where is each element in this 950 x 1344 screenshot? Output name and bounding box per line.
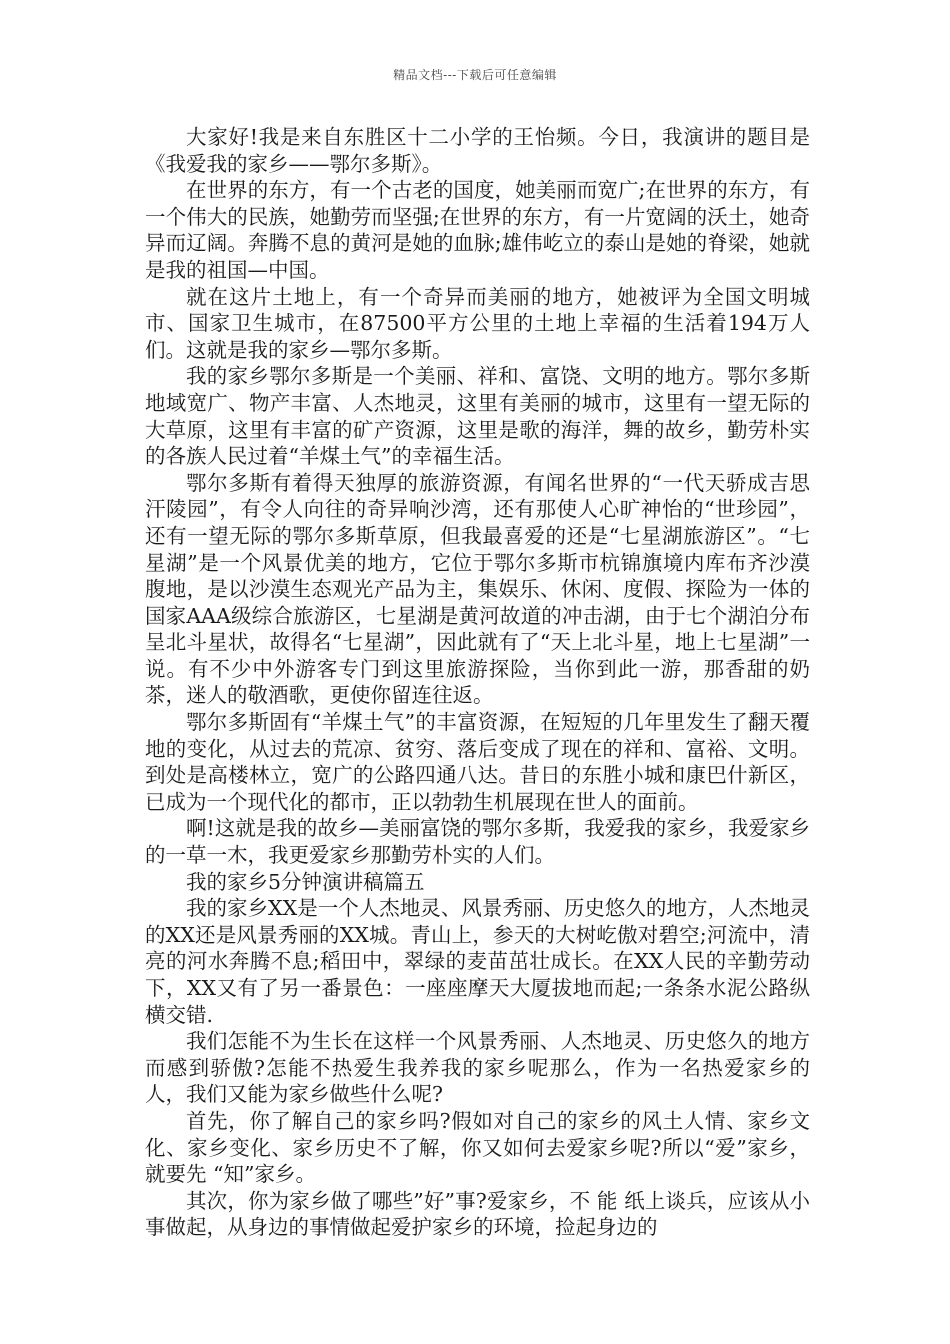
paragraph: 我的家乡鄂尔多斯是一个美丽、祥和、富饶、文明的地方。鄂尔多斯地域宽广、物产丰富、人杰地灵，这里有美丽的城市，这里有一望无际的大草原，这里有丰富的矿产资源，这里是歌的海洋，舞的故乡，勤劳朴实的各族人民过着“羊煤土气”的幸福生活。 — [145, 364, 810, 469]
paragraph: 鄂尔多斯固有“羊煤土气”的丰富资源，在短短的几年里发生了翻天覆地的变化，从过去的荒凉、贫穷、落后变成了现在的祥和、富裕、文明。到处是高楼林立，宽广的公路四通八达。昔日的东胜小城和康巴什新区，已成为一个现代化的都市，正以勃勃生机展现在世人的面前。 — [145, 710, 810, 814]
paragraph: 我的家乡XX是一个人杰地灵、风景秀丽、历史悠久的地方，人杰地灵的XX还是风景秀丽的XX城。青山上，参天的大树屹傲对碧空;河流中，清亮的河水奔腾不息;稻田中，翠绿的麦苗茁壮成长。在XX人民的辛勤劳动下，XX又有了另一番景色：一座座摩天大厦拔地而起;一条条水泥公路纵横交错. — [145, 896, 810, 1027]
paragraph: 我们怎能不为生长在这样一个风景秀丽、人杰地灵、历史悠久的地方而感到骄傲?怎能不热爱生我养我的家乡呢那么，作为一名热爱家乡的人，我们又能为家乡做些什么呢? — [145, 1029, 810, 1107]
paragraph: 首先，你了解自己的家乡吗?假如对自己的家乡的风土人情、家乡文化、家乡变化、家乡历史不了解，你又如何去爱家乡呢?所以“爱”家乡，就要先 “知”家乡。 — [145, 1108, 810, 1187]
paragraph: 大家好!我是来自东胜区十二小学的王怡频。今日，我演讲的题目是《我爱我的家乡——鄂尔多斯》。 — [145, 125, 810, 176]
section-heading: 我的家乡5分钟演讲稿篇五 — [186, 869, 425, 894]
page-header: 精品文档---下载后可任意编辑 — [393, 68, 557, 82]
paragraph: 在世界的东方，有一个古老的国度，她美丽而宽广;在世界的东方，有一个伟大的民族，她勤劳而坚强;在世界的东方，有一片宽阔的沃土，她奇异而辽阔。奔腾不息的黄河是她的血脉;雄伟屹立的泰山是她的脊梁，她就是我的祖国—中国。 — [145, 178, 810, 282]
document-body — [145, 124, 810, 1241]
paragraph: 啊!这就是我的故乡—美丽富饶的鄂尔多斯，我爱我的家乡，我爱家乡的一草一木，我更爱家乡那勤劳朴实的人们。 — [145, 816, 810, 868]
paragraph: 其次，你为家乡做了哪些”好”事?爱家乡，不 能 纸上谈兵，应该从小事做起，从身边的事情做起爱护家乡的环境，捡起身边的 — [145, 1188, 810, 1240]
paragraph: 鄂尔多斯有着得天独厚的旅游资源，有闻名世界的“一代天骄成吉思汗陵园”，有令人向往的奇异响沙湾，还有那使人心旷神怡的“世珍园”，还有一望无际的鄂尔多斯草原，但我最喜爱的还是“七星湖旅游区”。“七星湖”是一个风景优美的地方，它位于鄂尔多斯市杭锦旗境内库布齐沙漠腹地，是以沙漠生态观光产品为主，集娱乐、休闲、度假、探险为一体的国家AAA级综合旅游区，七星湖是黄河故道的冲击湖，由于七个湖泊分布呈北斗星状，故得名“七星湖”，因此就有了“天上北斗星，地上七星湖”一说。有不少中外游客专门到这里旅游探险，当你到此一游，那香甜的奶茶，迷人的敬酒歌，更使你留连往返。 — [145, 470, 810, 708]
paragraph: 就在这片土地上，有一个奇异而美丽的地方，她被评为全国文明城市、国家卫生城市，在87500平方公里的土地上幸福的生活着194万人们。这就是我的家乡—鄂尔多斯。 — [145, 284, 810, 362]
